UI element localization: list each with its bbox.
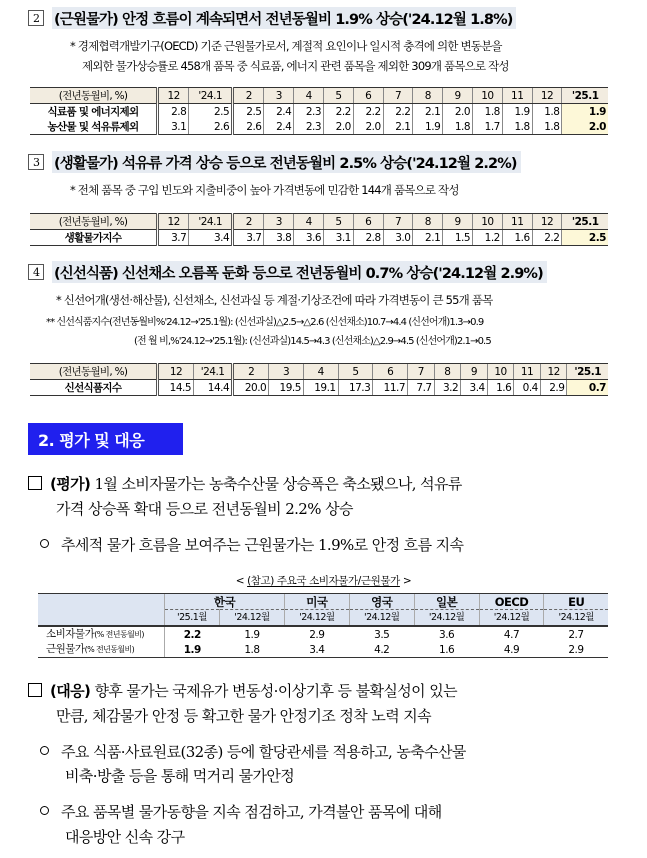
country-header: OECD bbox=[479, 594, 544, 610]
row-label: 농산물 및 석유류제외 bbox=[30, 119, 158, 135]
col-header: '25.1 bbox=[562, 88, 608, 104]
circle-bullet-icon bbox=[40, 539, 49, 548]
cell: 1.7 bbox=[473, 119, 503, 135]
square-bullet-icon bbox=[28, 476, 42, 490]
header-label: (전년동월비, %) bbox=[30, 214, 158, 230]
cell: 1.5 bbox=[443, 230, 473, 246]
cell: 1.8 bbox=[220, 642, 285, 658]
section-title-evaluation: 2. 평가 및 대응 bbox=[28, 423, 183, 455]
col-header: 12 bbox=[532, 88, 562, 104]
living-cost-table bbox=[30, 213, 608, 246]
bullet-text: 주요 품목별 물가동향을 지속 점검하고, 가격불안 품목에 대해 bbox=[61, 803, 442, 821]
col-header: 12 bbox=[540, 364, 567, 380]
col-header: 12 bbox=[158, 364, 194, 380]
response-bullet-1 bbox=[40, 740, 466, 764]
row-label-text: 근원물가 bbox=[46, 643, 85, 655]
caption-suffix: > bbox=[402, 575, 412, 587]
country-header: 일본 bbox=[414, 594, 479, 610]
cell: 2.7 bbox=[568, 628, 584, 641]
cell: 0.4 bbox=[514, 380, 541, 396]
cell: 2.8 bbox=[353, 230, 383, 246]
cell: 2.4 bbox=[264, 119, 294, 135]
cell: 3.1 bbox=[324, 230, 354, 246]
corner-cell bbox=[38, 594, 165, 627]
col-header: 9 bbox=[443, 214, 473, 230]
col-header: 11 bbox=[502, 88, 532, 104]
square-bullet-icon bbox=[28, 683, 42, 697]
cell: 3.0 bbox=[383, 230, 413, 246]
row-label bbox=[38, 626, 165, 642]
cell: 1.8 bbox=[473, 104, 503, 120]
col-header: 7 bbox=[408, 364, 435, 380]
col-header: 11 bbox=[514, 364, 541, 380]
cell: 19.1 bbox=[303, 380, 338, 396]
assessment-bullet bbox=[40, 533, 463, 557]
country-header: EU bbox=[544, 594, 608, 610]
cell: 1.8 bbox=[443, 119, 473, 135]
ref-table-caption bbox=[0, 573, 647, 588]
response-bullet-2 bbox=[40, 800, 442, 824]
row-label bbox=[38, 642, 165, 658]
cell: 3.6 bbox=[294, 230, 324, 246]
response-line-1 bbox=[28, 679, 457, 703]
headline-text: (생활물가) 석유류 가격 상승 등으로 전년동월비 2.5% 상승('24.12월 2.2%) bbox=[52, 151, 521, 173]
country-header: 영국 bbox=[349, 594, 414, 610]
col-header: 12 bbox=[158, 88, 189, 104]
col-header: 3 bbox=[264, 88, 294, 104]
cell: 3.8 bbox=[264, 230, 294, 246]
assessment-bullet-text: 추세적 물가 흐름을 보여주는 근원물가는 1.9%로 안정 흐름 지속 bbox=[61, 536, 464, 554]
period-header: '24.12월 bbox=[544, 610, 608, 627]
assessment-line-1 bbox=[28, 472, 462, 496]
col-header: 7 bbox=[383, 214, 413, 230]
cell: 14.5 bbox=[158, 380, 194, 396]
assessment-line-2: 가격 상승폭 확대 등으로 전년동월비 2.2% 상승 bbox=[56, 500, 353, 518]
cell: 2.9 bbox=[309, 628, 325, 641]
cell: 4.2 bbox=[349, 642, 414, 658]
country-header: 한국 bbox=[165, 594, 285, 610]
col-header: 5 bbox=[324, 214, 354, 230]
col-header: 4 bbox=[294, 214, 324, 230]
col-header: 10 bbox=[473, 88, 503, 104]
period-header: '24.12월 bbox=[349, 610, 414, 627]
col-header: 5 bbox=[324, 88, 354, 104]
col-header: 6 bbox=[373, 364, 408, 380]
cell: 1.9 bbox=[502, 104, 532, 120]
circle-bullet-icon bbox=[40, 806, 49, 815]
col-header: 3 bbox=[269, 364, 304, 380]
cell: 2.0 bbox=[324, 119, 354, 135]
response-bullet-2-cont: 대응방안 신속 강구 bbox=[65, 828, 185, 846]
living-note-line-1: * 전체 품목 중 구입 빈도와 지출비중이 높아 가격변동에 민감한 144개 품목으로 작성 bbox=[70, 183, 459, 197]
cell: 2.0 bbox=[353, 119, 383, 135]
cell-latest: 1.9 bbox=[562, 104, 608, 120]
row-label-text: 소비자물가 bbox=[46, 628, 95, 640]
assessment-text: 1월 소비자물가는 농축수산물 상승폭은 축소됐으나, 석유류 bbox=[94, 475, 462, 493]
headline-text: (신선식품) 신선채소 오름폭 둔화 등으로 전년동월비 0.7% 상승('24.12월 2.9%) bbox=[52, 261, 547, 283]
international-price-table bbox=[38, 593, 608, 658]
cell: 1.8 bbox=[532, 104, 562, 120]
cell: 1.8 bbox=[532, 119, 562, 135]
col-header: 12 bbox=[158, 214, 189, 230]
period-header: '24.12월 bbox=[284, 610, 349, 627]
caption-prefix: < bbox=[235, 575, 245, 587]
cell: 2.6 bbox=[233, 119, 264, 135]
cell: 2.5 bbox=[189, 104, 233, 120]
cell: 1.6 bbox=[487, 380, 514, 396]
cell: 2.0 bbox=[443, 104, 473, 120]
caption-text: (참고) 주요국 소비자물가/근원물가 bbox=[247, 575, 400, 587]
cell: 3.4 bbox=[189, 230, 233, 246]
col-header: 8 bbox=[413, 88, 443, 104]
cell: 1.9 bbox=[165, 642, 220, 658]
cell: 7.7 bbox=[408, 380, 435, 396]
row-label: 생활물가지수 bbox=[30, 230, 158, 246]
col-header: 4 bbox=[303, 364, 338, 380]
table-row bbox=[30, 119, 608, 135]
fresh-note-line-1: * 신선어개(생선·해산물), 신선채소, 신선과실 등 계절·기상조건에 따라 가격변동이 큰 55개 품목 bbox=[56, 293, 493, 307]
cell: 1.9 bbox=[413, 119, 443, 135]
headline-core-inflation bbox=[28, 6, 516, 30]
core-note-line-2: 제외한 물가상승률로 458개 품목 중 식료품, 에너지 관련 품목을 제외한 309개 품목으로 작성 bbox=[82, 59, 509, 73]
cell: 2.3 bbox=[294, 119, 324, 135]
fresh-note-line-2: ** 신선식품지수(전년동월비%'24.12→'25.1월): (신선과실)△2.5→△2.6 (신선채소)10.7→4.4 (신선어개)1.3→0.9 bbox=[46, 317, 484, 328]
cell: 2.2 bbox=[183, 628, 201, 641]
table-header-row bbox=[30, 364, 608, 380]
response-line-2: 만큼, 체감물가 안정 등 확고한 물가 안정기조 정착 노력 지속 bbox=[56, 707, 432, 725]
cell-latest: 2.0 bbox=[562, 119, 608, 135]
col-header: 11 bbox=[502, 214, 532, 230]
cell: 3.7 bbox=[158, 230, 189, 246]
cell: 3.7 bbox=[233, 230, 264, 246]
cell: 1.6 bbox=[414, 642, 479, 658]
cell: 2.6 bbox=[189, 119, 233, 135]
cell: 2.1 bbox=[413, 104, 443, 120]
cell: 3.4 bbox=[461, 380, 488, 396]
table-row bbox=[38, 642, 608, 658]
cell: 2.2 bbox=[532, 230, 562, 246]
cell: 19.5 bbox=[269, 380, 304, 396]
fresh-food-table bbox=[30, 363, 608, 396]
cell: 17.3 bbox=[338, 380, 373, 396]
section-number-box: 4 bbox=[28, 264, 44, 280]
col-header: 2 bbox=[233, 88, 264, 104]
table-row bbox=[30, 380, 608, 396]
col-header: 2 bbox=[233, 214, 264, 230]
period-header: '25.1월 bbox=[165, 610, 220, 627]
cell: 2.2 bbox=[353, 104, 383, 120]
cell: 20.0 bbox=[233, 380, 269, 396]
col-header: 10 bbox=[473, 214, 503, 230]
col-header: 6 bbox=[353, 88, 383, 104]
section-number-box: 2 bbox=[28, 10, 44, 26]
row-label: 식료품 및 에너지제외 bbox=[30, 104, 158, 120]
cell: 2.3 bbox=[294, 104, 324, 120]
col-header: 10 bbox=[487, 364, 514, 380]
col-header: '25.1 bbox=[567, 364, 608, 380]
col-header: 6 bbox=[353, 214, 383, 230]
col-header: 2 bbox=[233, 364, 269, 380]
col-header: '24.1 bbox=[194, 364, 233, 380]
cell: 2.1 bbox=[383, 119, 413, 135]
table-row bbox=[30, 104, 608, 120]
assessment-tag: (평가) bbox=[50, 475, 91, 493]
cell: 11.7 bbox=[373, 380, 408, 396]
row-label: 신선식품지수 bbox=[30, 380, 158, 396]
headline-living-cost-index bbox=[28, 150, 521, 174]
col-header: 8 bbox=[434, 364, 461, 380]
cell: 1.8 bbox=[502, 119, 532, 135]
cell: 14.4 bbox=[194, 380, 233, 396]
col-header: '25.1 bbox=[562, 214, 608, 230]
table-header-row bbox=[30, 214, 608, 230]
cell-latest: 2.5 bbox=[562, 230, 608, 246]
cell: 1.6 bbox=[502, 230, 532, 246]
row-unit: (% 전년동월비) bbox=[94, 630, 144, 639]
cell: 3.4 bbox=[284, 642, 349, 658]
cell: 2.4 bbox=[264, 104, 294, 120]
col-header: 9 bbox=[461, 364, 488, 380]
response-tag: (대응) bbox=[50, 682, 91, 700]
cell-latest: 0.7 bbox=[567, 380, 608, 396]
cell: 3.6 bbox=[439, 628, 455, 641]
period-header: '24.12월 bbox=[479, 610, 544, 627]
col-header: 8 bbox=[413, 214, 443, 230]
fresh-note-line-3: (전 월 비,%'24.12→'25.1월): (신선과실)14.5→4.3 (신선채소)△2.9→4.5 (신선어개)2.1→0.5 bbox=[134, 336, 491, 347]
col-header: 9 bbox=[443, 88, 473, 104]
row-unit: (% 전년동월비) bbox=[84, 645, 135, 654]
cell: 1.9 bbox=[244, 628, 260, 641]
cell: 2.8 bbox=[158, 104, 189, 120]
period-header: '24.12월 bbox=[220, 610, 285, 627]
table-header-row bbox=[30, 88, 608, 104]
col-header: 5 bbox=[338, 364, 373, 380]
core-inflation-table bbox=[30, 87, 608, 135]
header-label: (전년동월비, %) bbox=[30, 364, 158, 380]
cell: 2.2 bbox=[383, 104, 413, 120]
table-row bbox=[30, 230, 608, 246]
headline-text: (근원물가) 안정 흐름이 계속되면서 전년동월비 1.9% 상승('24.12월 1.8%) bbox=[52, 7, 516, 29]
col-header: 3 bbox=[264, 214, 294, 230]
col-header: '24.1 bbox=[189, 214, 233, 230]
cell: 3.1 bbox=[158, 119, 189, 135]
country-header: 미국 bbox=[284, 594, 349, 610]
section-number-box: 3 bbox=[28, 154, 44, 170]
cell: 4.9 bbox=[479, 642, 544, 658]
col-header: 12 bbox=[532, 214, 562, 230]
response-text: 향후 물가는 국제유가 변동성·이상기후 등 불확실성이 있는 bbox=[94, 682, 458, 700]
period-header: '24.12월 bbox=[414, 610, 479, 627]
table-row bbox=[38, 626, 608, 642]
header-label: (전년동월비, %) bbox=[30, 88, 158, 104]
cell: 4.7 bbox=[503, 628, 520, 641]
headline-fresh-food-index bbox=[28, 260, 547, 284]
circle-bullet-icon bbox=[40, 746, 49, 755]
cell: 2.1 bbox=[413, 230, 443, 246]
cell: 2.9 bbox=[544, 642, 608, 658]
cell: 1.2 bbox=[473, 230, 503, 246]
col-header: '24.1 bbox=[189, 88, 233, 104]
col-header: 4 bbox=[294, 88, 324, 104]
cell: 2.5 bbox=[233, 104, 264, 120]
country-header-row bbox=[38, 594, 608, 610]
cell: 2.2 bbox=[324, 104, 354, 120]
col-header: 7 bbox=[383, 88, 413, 104]
bullet-text: 주요 식품·사료원료(32종) 등에 할당관세를 적용하고, 농축수산물 bbox=[61, 743, 466, 761]
cell: 3.5 bbox=[374, 628, 390, 641]
cell: 2.9 bbox=[540, 380, 567, 396]
response-bullet-1-cont: 비축·방출 등을 통해 먹거리 물가안정 bbox=[65, 767, 295, 785]
cell: 3.2 bbox=[434, 380, 461, 396]
core-note-line-1: * 경제협력개발기구(OECD) 기준 근원물가로서, 계절적 요인이나 일시적 충격에 의한 변동분을 bbox=[70, 39, 502, 53]
